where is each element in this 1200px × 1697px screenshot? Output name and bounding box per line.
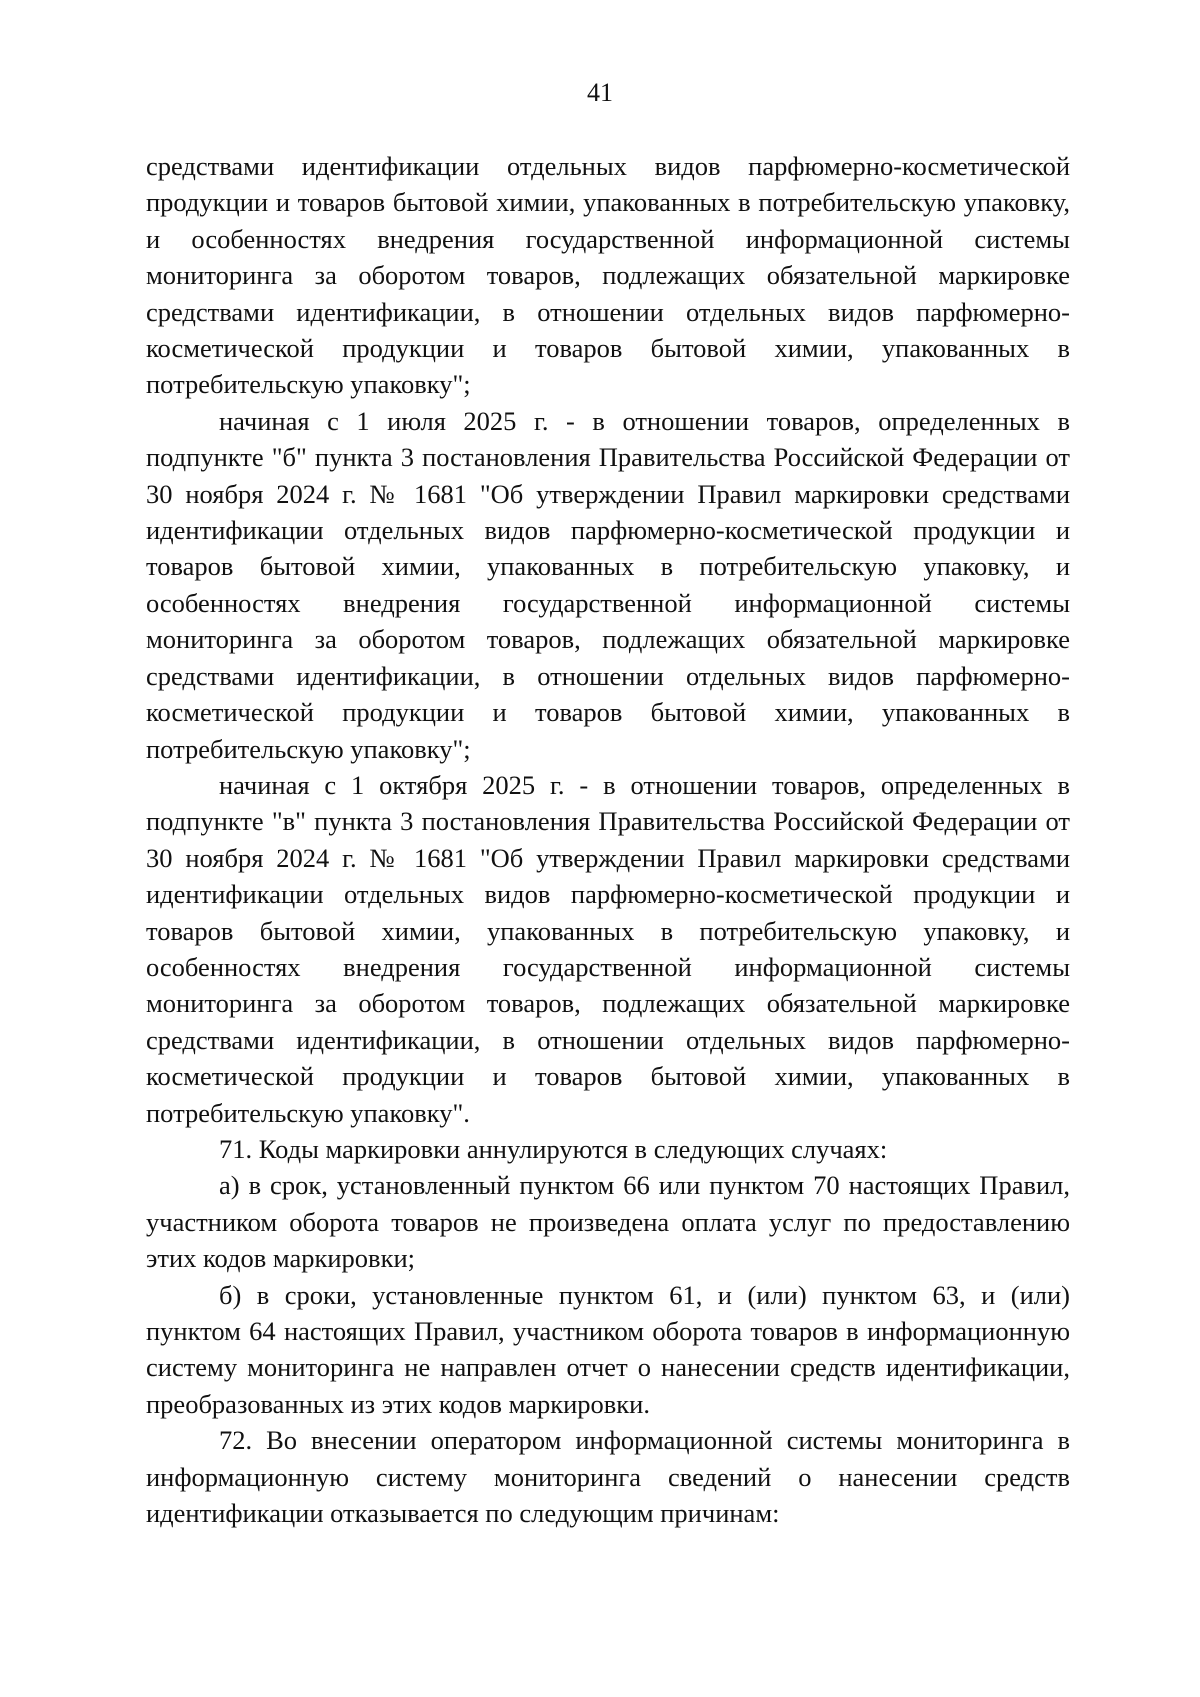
- paragraph-october-2025: начиная с 1 октября 2025 г. - в отношении товаров, определенных в подпункте "в" пункта 3 постановления Правительства Российской Федерации от 30 ноября 2024 г. № 1681 "Об утверждении Правил маркировки средствами идентификации отдельных видов парфюмерно-косметической продукции и товаров бытовой химии, упакованных в потребительскую упаковку, и особенностях внедрения государственной информационной системы мониторинга за оборотом товаров, подлежащих обязательной маркировке средствами идентификации, в отношении отдельных видов парфюмерно-косметической продукции и товаров бытовой химии, упакованных в потребительскую упаковку".: [146, 769, 1070, 1128]
- document-body: [146, 148, 1070, 1531]
- paragraph-71-a: а) в срок, установленный пунктом 66 или пунктом 70 настоящих Правил, участником оборота товаров не произведена оплата услуг по предоставлению этих кодов маркировки;: [146, 1170, 1070, 1274]
- paragraph-71-b: б) в сроки, установленные пунктом 61, и (или) пунктом 63, и (или) пунктом 64 настоящих Правил, участником оборота товаров в информационную систему мониторинга не направлен отчет о нанесении средств идентификации, преобразованных из этих кодов маркировки.: [146, 1279, 1070, 1419]
- paragraph-71: 71. Коды маркировки аннулируются в следующих случаях:: [219, 1133, 888, 1164]
- paragraph-continuation: средствами идентификации отдельных видов парфюмерно-косметической продукции и товаров бытовой химии, упакованных в потребительскую упаковку, и особенностях внедрения государственной информационной системы мониторинга за оборотом товаров, подлежащих обязательной маркировке средствами идентификации, в отношении отдельных видов парфюмерно-косметической продукции и товаров бытовой химии, упакованных в потребительскую упаковку";: [146, 151, 1070, 400]
- paragraph-72: 72. Во внесении оператором информационной системы мониторинга в информационную систему мониторинга сведений о нанесении средств идентификации отказывается по следующим причинам:: [146, 1425, 1070, 1529]
- page-number: 41: [587, 78, 613, 107]
- paragraph-july-2025: начиная с 1 июля 2025 г. - в отношении товаров, определенных в подпункте "б" пункта 3 постановления Правительства Российской Федерации от 30 ноября 2024 г. № 1681 "Об утверждении Правил маркировки средствами идентификации отдельных видов парфюмерно-косметической продукции и товаров бытовой химии, упакованных в потребительскую упаковку, и особенностях внедрения государственной информационной системы мониторинга за оборотом товаров, подлежащих обязательной маркировке средствами идентификации, в отношении отдельных видов парфюмерно-косметической продукции и товаров бытовой химии, упакованных в потребительскую упаковку";: [146, 405, 1070, 764]
